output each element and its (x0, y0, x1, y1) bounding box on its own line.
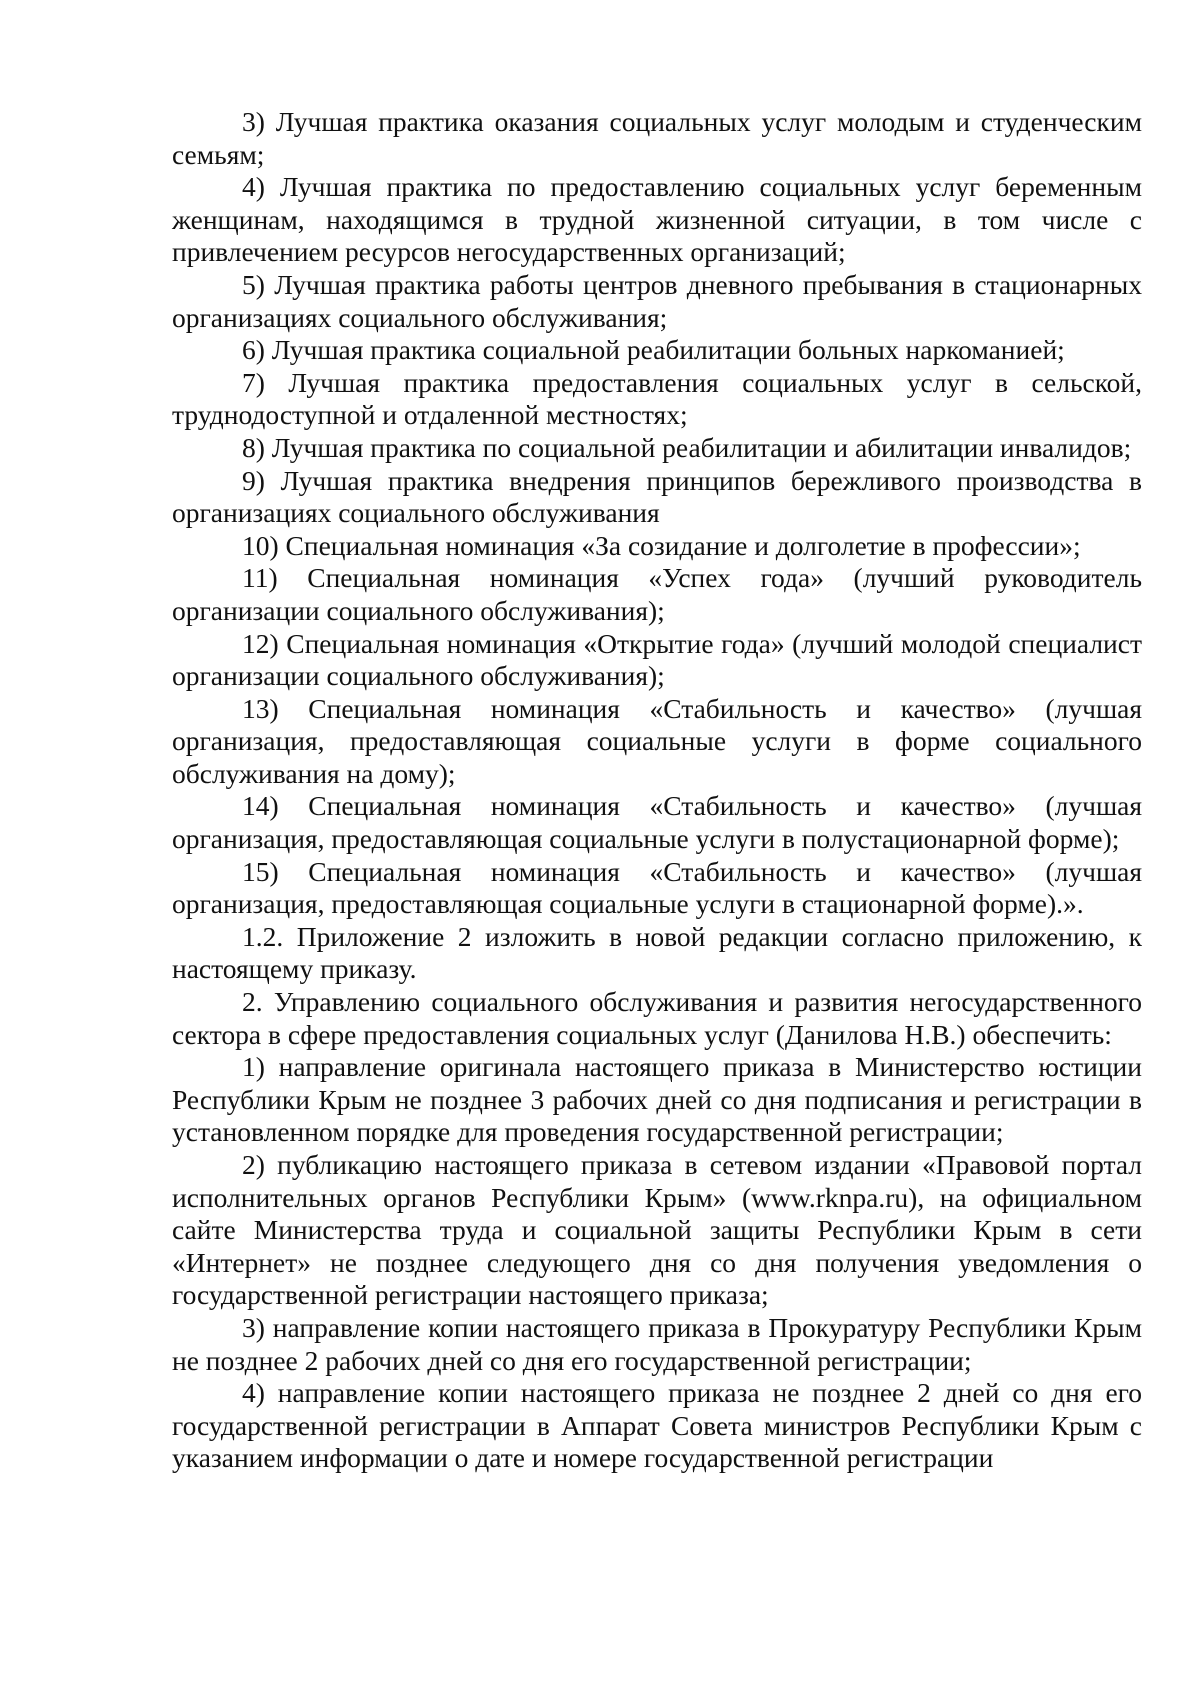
clause-2-item-2: 2) публикацию настоящего приказа в сетевом издании «Правовой портал исполнительных органов Республики Крым» (www.rknpa.ru), на официальном сайте Министерства труда и социальной защиты Республики Крым в сети «Интернет» не позднее следующего дня со дня получения уведомления о государственной регистрации настоящего приказа; (172, 1149, 1142, 1311)
list-item-3: 3) Лучшая практика оказания социальных услуг молодым и студенческим семьям; (172, 106, 1142, 170)
list-item-12: 12) Специальная номинация «Открытие года» (лучший молодой специалист организации социального обслуживания); (172, 627, 1142, 692)
clause-2-item-1: 1) направление оригинала настоящего приказа в Министерство юстиции Республики Крым не позднее 3 рабочих дней со дня подписания и регистрации в установленном порядке для проведения государственной регистрации; (172, 1051, 1142, 1148)
list-item-11: 11) Специальная номинация «Успех года» (лучший руководитель организации социального обслуживания); (172, 562, 1142, 626)
list-item-13: 13) Специальная номинация «Стабильность и качество» (лучшая организация, предоставляющая социальные услуги в форме социального обслуживания на дому); (172, 692, 1142, 789)
clause-2: 2. Управлению социального обслуживания и развития негосударственного сектора в сфере предоставления социальных услуг (Данилова Н.В.) обеспечить: (172, 986, 1142, 1050)
list-item-6: 6) Лучшая практика социальной реабилитации больных наркоманией; (242, 334, 1065, 366)
clause-2-item-3: 3) направление копии настоящего приказа в Прокуратуру Республики Крым не позднее 2 рабочих дней со дня его государственной регистрации; (172, 1311, 1142, 1376)
list-item-10: 10) Специальная номинация «За созидание и долголетие в профессии»; (242, 529, 1081, 561)
list-item-8: 8) Лучшая практика по социальной реабилитации и абилитации инвалидов; (242, 431, 1132, 463)
document-body (172, 106, 1142, 1475)
list-item-14: 14) Специальная номинация «Стабильность и качество» (лучшая организация, предоставляющая социальные услуги в полустационарной форме); (172, 790, 1142, 855)
list-item-7: 7) Лучшая практика предоставления социальных услуг в сельской, труднодоступной и отдаленной местностях; (172, 366, 1142, 431)
list-item-15: 15) Специальная номинация «Стабильность и качество» (лучшая организация, предоставляющая социальные услуги в стационарной форме).». (172, 855, 1142, 920)
list-item-5: 5) Лучшая практика работы центров дневного пребывания в стационарных организациях социального обслуживания; (172, 268, 1142, 333)
list-item-4: 4) Лучшая практика по предоставлению социальных услуг беременным женщинам, находящимся в трудной жизненной ситуации, в том числе с привлечением ресурсов негосударственных организаций; (172, 171, 1142, 268)
clause-2-item-4: 4) направление копии настоящего приказа не позднее 2 дней со дня его государственной регистрации в Аппарат Совета министров Республики Крым с указанием информации о дате и номере государственной регистрации (172, 1377, 1142, 1474)
list-item-9: 9) Лучшая практика внедрения принципов бережливого производства в организациях социального обслуживания (172, 464, 1142, 529)
clause-1-2: 1.2. Приложение 2 изложить в новой редакции согласно приложению, к настоящему приказу. (172, 920, 1142, 985)
